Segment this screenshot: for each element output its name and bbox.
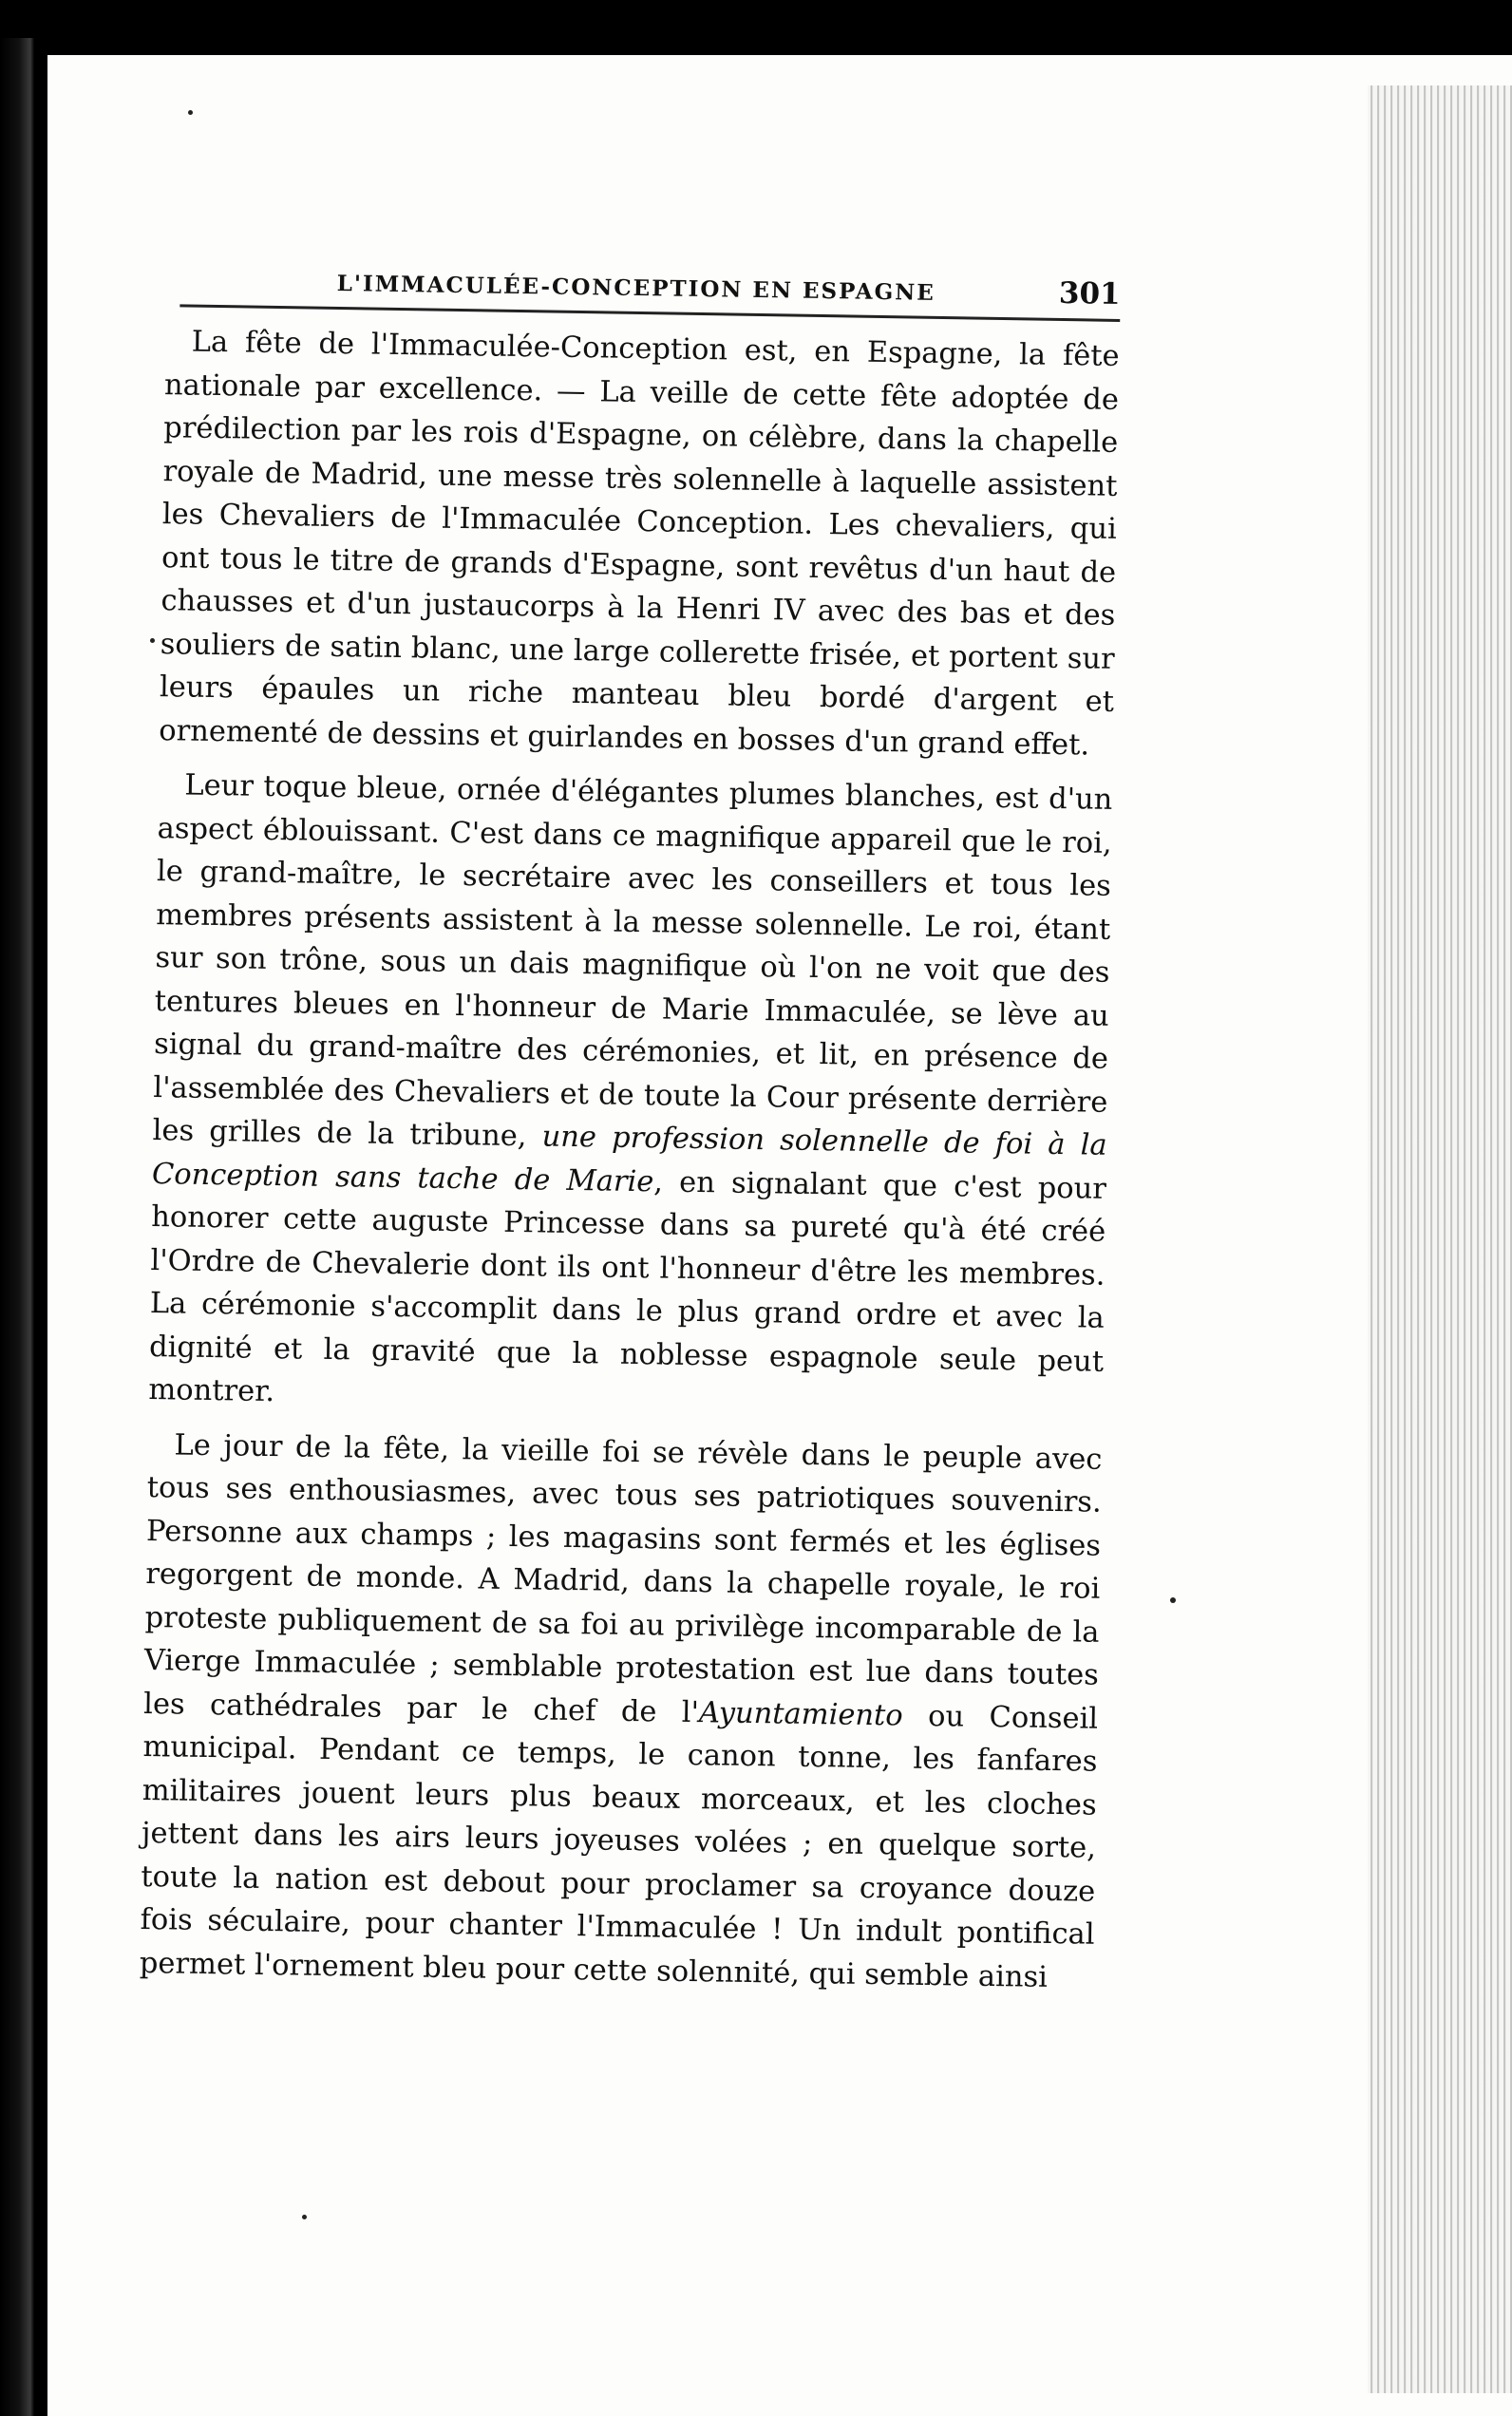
paragraph-3-italic-term: Ayuntamiento	[698, 1695, 903, 1733]
page-stack-edge	[1368, 85, 1512, 2393]
paragraph-1	[159, 320, 1120, 767]
paragraph-2-text-before: Leur toque bleue, ornée d'élégantes plumes blanches, est d'un aspect éblouissant. C'est dans ce magnifique appareil que le roi, le grand-maître, le secrétaire avec les conseillers et tous les membres présents assistent à la messe solennelle. Le roi, étant sur son trône, sous un dais magnifique où l'on ne voit que des tentures bleues en l'honneur de Marie Immaculée, se lève au signal du grand-maître des cérémonies, et lit, en présence de l'assemblée des Chevaliers et de toute la Cour présente derrière les grilles de la tribune,	[152, 768, 1113, 1154]
dust-speck	[302, 2215, 307, 2219]
running-title: L'IMMACULÉE-CONCEPTION EN ESPAGNE	[336, 270, 936, 306]
book-spine-shadow	[0, 38, 34, 2416]
page-number: 301	[1058, 275, 1121, 311]
paragraph-2-italic-phrase: une profession solennelle de foi à la Conception sans tache de Marie	[151, 1120, 1107, 1199]
text-block	[129, 266, 1120, 2011]
paragraph-1-text: La fête de l'Immaculée-Conception est, en Espagne, la fête nationale par excellence. — La veille de cette fête adoptée de prédilection par les rois d'Espagne, on célèbre, dans la chapelle royale de Madrid, une messe très solennelle à laquelle assistent les Chevaliers de l'Immaculée Conception. Les chevaliers, qui ont tous le titre de grands d'Espagne, sont revêtus d'un haut de chausses et d'un justaucorps à la Henri IV avec des bas et des souliers de satin blanc, une large collerette frisée, et portent sur leurs épaules un riche manteau bleu bordé d'argent et ornementé de dessins et guirlandes en bosses d'un grand effet.	[159, 325, 1120, 762]
body-text	[140, 320, 1120, 2000]
dust-speck	[1170, 1597, 1176, 1603]
paragraph-3	[140, 1424, 1103, 2000]
paragraph-2	[148, 764, 1113, 1426]
dust-speck	[188, 110, 193, 115]
paragraph-3-text-before: Le jour de la fête, la vieille foi se révèle dans le peuple avec tous ses enthousiasmes, avec tous ses patriotiques souvenirs. Personne aux champs ; les magasins sont fermés et les églises regorgent de monde. A Madrid, dans la chapelle royale, le roi proteste publiquement de sa foi au privilège incomparable de la Vierge Immaculée ; semblable protestation est lue dans toutes les cathédrales par le chef de l'	[142, 1427, 1103, 1729]
paragraph-2-text-after: , en signalant que c'est pour honorer cette auguste Princesse dans sa pureté qu'à été créé l'Ordre de Chevalerie dont ils ont l'honneur d'être les membres. La cérémonie s'accomplit dans le plus grand ordre et avec la dignité et la gravité que la noblesse espagnole seule peut montrer.	[148, 1164, 1107, 1409]
paragraph-3-text-after: ou Conseil municipal. Pendant ce temps, le canon tonne, les fanfares militaires jouent leurs plus beaux morceaux, et les cloches jettent dans les airs leurs joyeuses volées ; en quelque sorte, toute la nation est debout pour proclamer sa croyance douze fois séculaire, pour chanter l'Immaculée ! Un indult pontifical permet l'ornement bleu pour cette solennité, qui semble ainsi	[139, 1699, 1099, 1994]
